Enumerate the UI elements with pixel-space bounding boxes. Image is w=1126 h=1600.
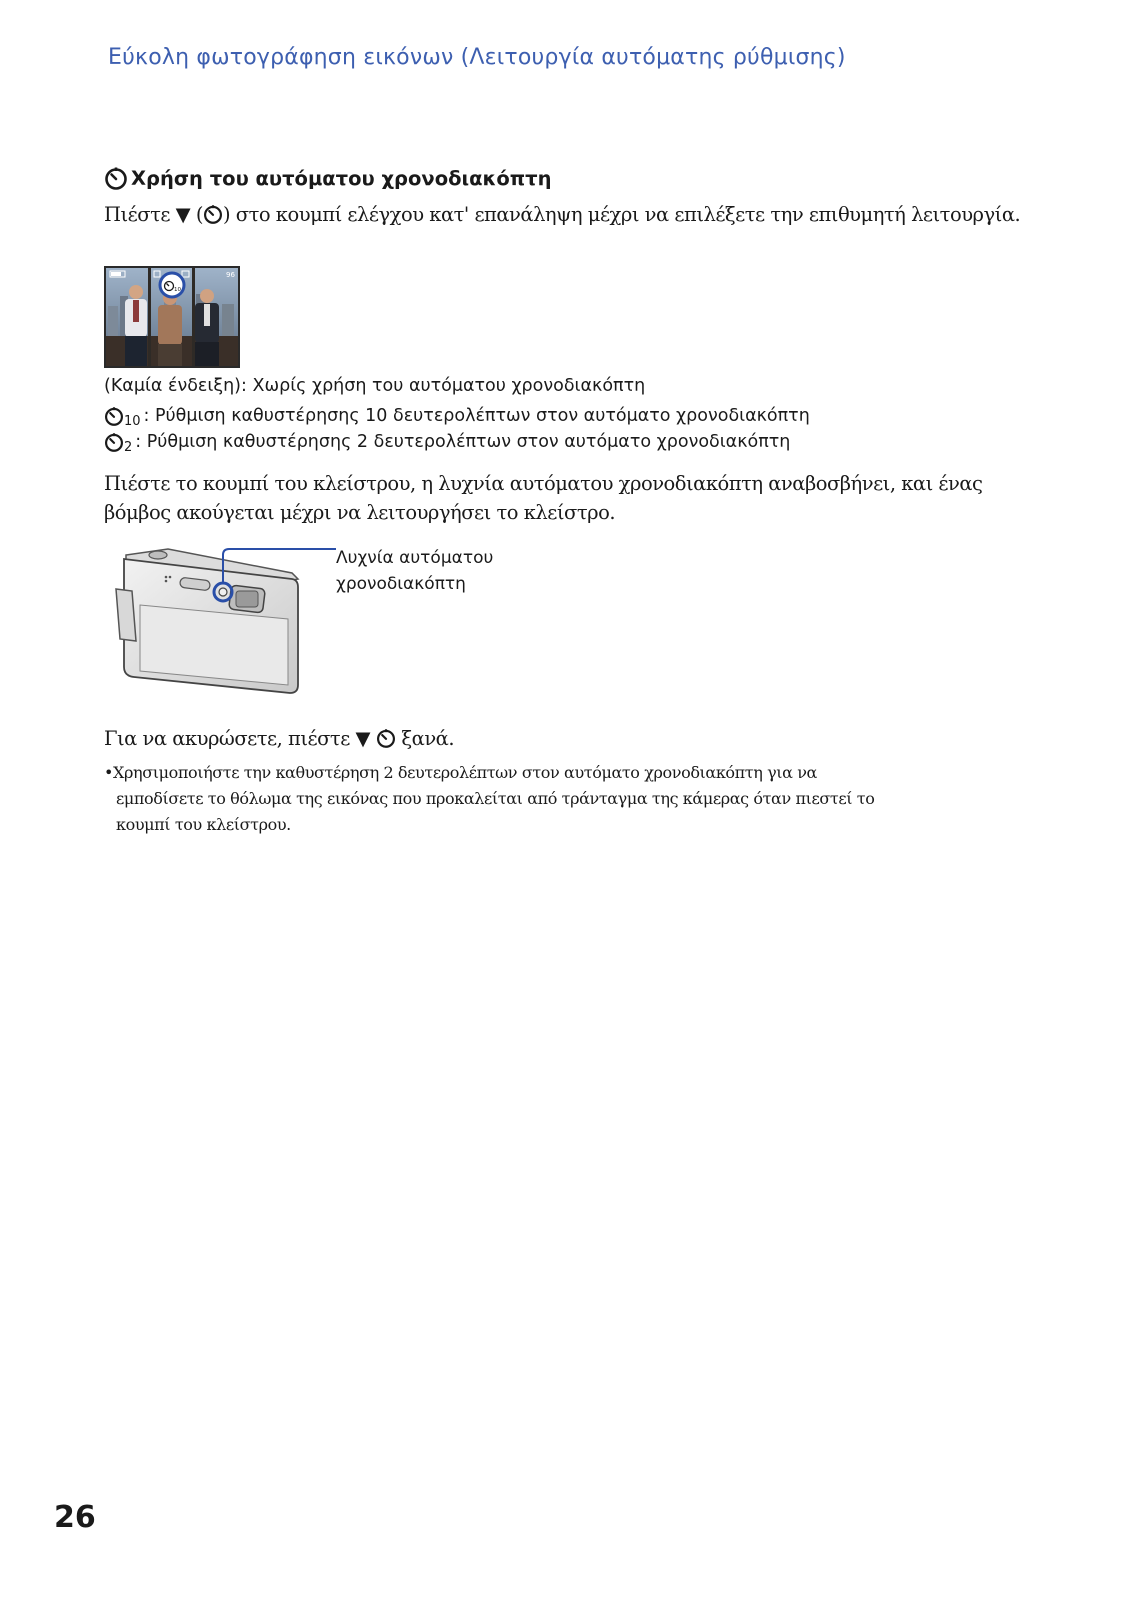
note-line: εμποδίσετε το θόλωμα της εικόνας που προκαλείται από τράνταγμα της κάμερας όταν πιεστεί το bbox=[116, 789, 875, 808]
camera-label bbox=[336, 545, 493, 597]
note-paragraph bbox=[104, 760, 1044, 838]
option-no-indicator bbox=[104, 376, 645, 396]
shutter-paragraph: Πιέστε το κουμπί του κλείστρου, η λυχνία αυτόματου χρονοδιακόπτη αναβοσβήνει, και ένας βόμβος ακούγεται μέχρι να λειτουργήσει το κλείστρο. bbox=[104, 472, 983, 524]
self-timer-icon bbox=[203, 204, 223, 224]
lcd-screen-illustration bbox=[104, 266, 240, 368]
cancel-text-after: ξανά. bbox=[401, 727, 455, 750]
camera-label-line: Λυχνία αυτόματου bbox=[336, 548, 494, 568]
option-subscript: 2 bbox=[124, 439, 133, 455]
option-text: (Καμία ένδειξη): Χωρίς χρήση του αυτόματου χρονοδιακόπτη bbox=[104, 376, 646, 396]
instruction-paragraph bbox=[104, 200, 1044, 229]
self-timer-icon bbox=[104, 432, 124, 452]
camera-label-line: χρονοδιακόπτη bbox=[336, 574, 466, 594]
self-timer-icon bbox=[376, 728, 396, 748]
instruction-text-before: Πιέστε ▼ ( bbox=[104, 203, 203, 226]
cancel-text-before: Για να ακυρώσετε, πιέστε ▼ bbox=[104, 727, 370, 750]
note-line: •Χρησιμοποιήστε την καθυστέρηση 2 δευτερολέπτων στον αυτόματο χρονοδιακόπτη για να bbox=[104, 763, 817, 782]
section-heading-text: Χρήση του αυτόματου χρονοδιακόπτη bbox=[131, 166, 552, 190]
option-timer-2 bbox=[104, 432, 791, 455]
cancel-instruction bbox=[104, 724, 1044, 753]
page-number: 26 bbox=[54, 1500, 96, 1535]
lcd-counter: 96 bbox=[226, 271, 235, 279]
instruction-text-after: ) στο κουμπί ελέγχου κατ' επανάληψη μέχρι να επιλέξετε την επιθυμητή λειτουργία. bbox=[222, 203, 1021, 226]
page-title: Εύκολη φωτογράφηση εικόνων (Λειτουργία αυτόματης ρύθμισης) bbox=[108, 45, 846, 70]
self-timer-icon bbox=[104, 406, 124, 426]
camera-illustration bbox=[110, 545, 340, 705]
option-text: : Ρύθμιση καθυστέρησης 10 δευτερολέπτων στον αυτόματο χρονοδιακόπτη bbox=[143, 406, 810, 426]
option-timer-10 bbox=[104, 406, 810, 429]
self-timer-icon bbox=[104, 166, 128, 190]
section-heading bbox=[104, 166, 552, 190]
option-subscript: 10 bbox=[124, 413, 141, 429]
lcd-timer-badge: 10 bbox=[174, 287, 181, 293]
option-text: : Ρύθμιση καθυστέρησης 2 δευτερολέπτων στον αυτόματο χρονοδιακόπτη bbox=[135, 432, 791, 452]
note-line: κουμπί του κλείστρου. bbox=[116, 815, 291, 834]
